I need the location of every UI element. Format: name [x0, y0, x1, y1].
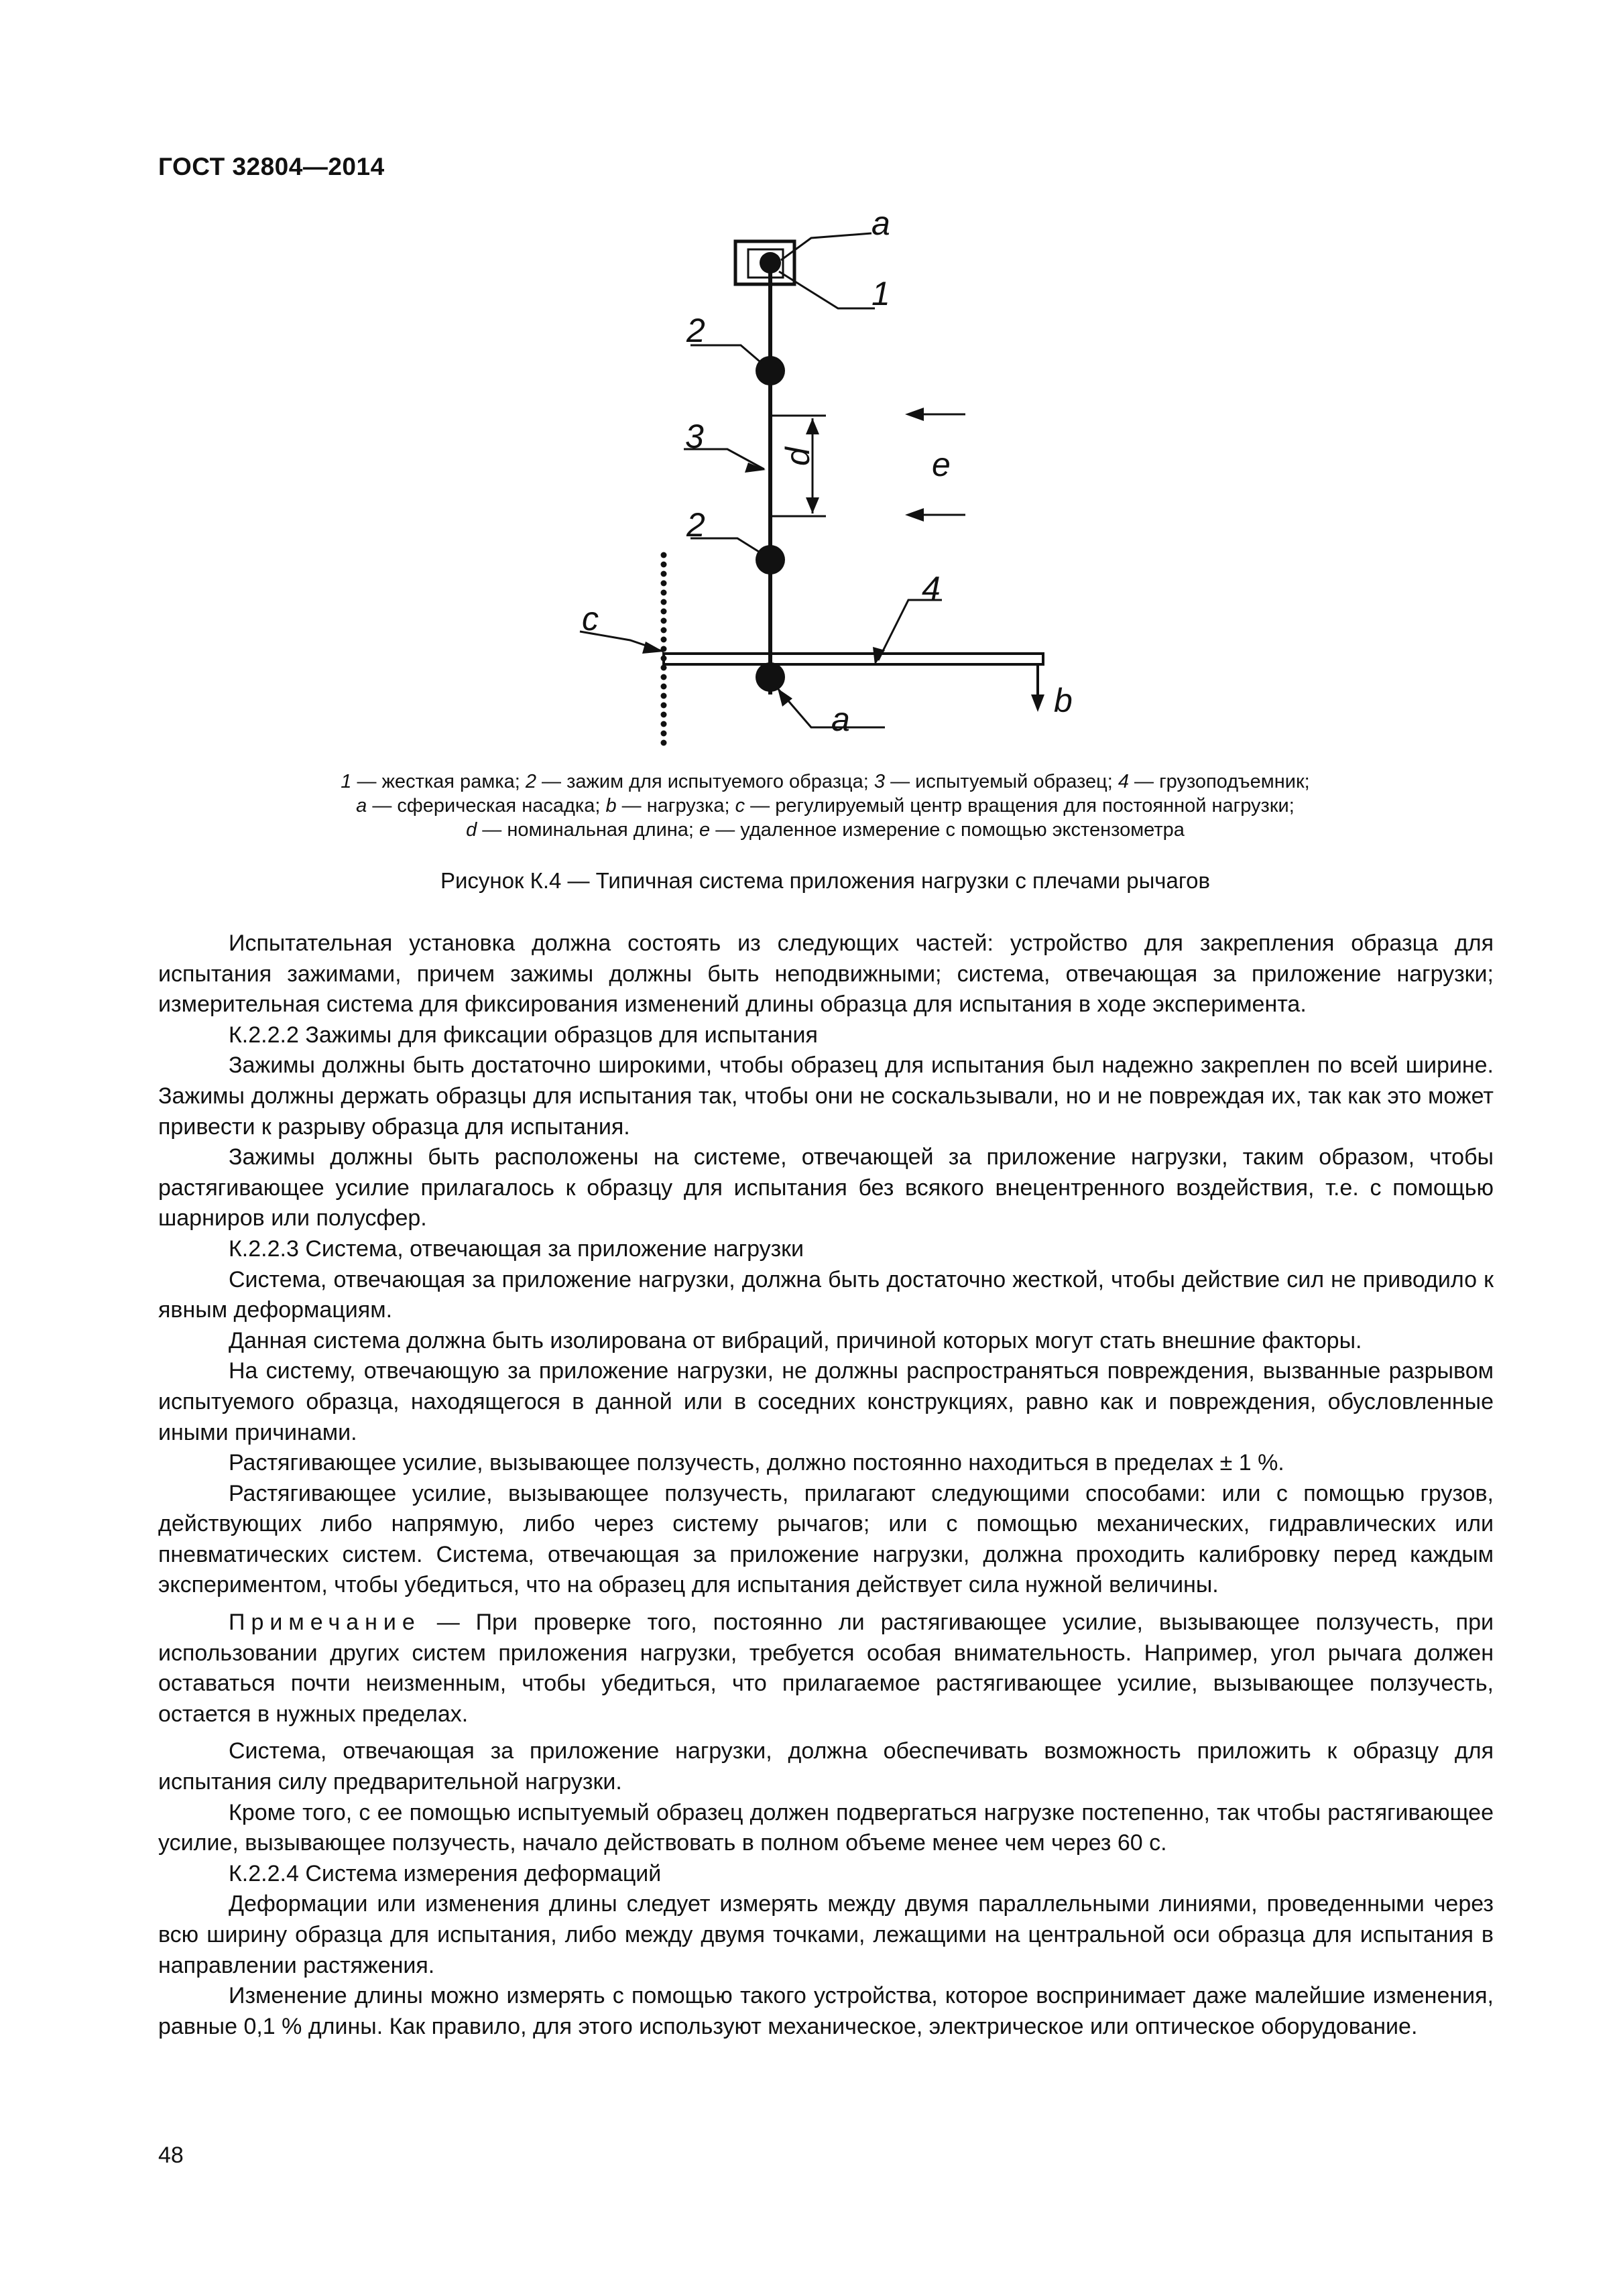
main-text	[158, 928, 1494, 2042]
paragraph: Система, отвечающая за приложение нагрузки, должна быть достаточно жесткой, чтобы действие сил не приводило к явным деформациям.	[158, 1266, 1494, 1323]
clamp-upper	[756, 356, 785, 385]
paragraph: Данная система должна быть изолирована от вибраций, причиной которых могут стать внешние факторы.	[229, 1327, 1362, 1353]
paragraph: Деформации или изменения длины следует измерять между двумя параллельными линиями, проведенными через всю ширину образца для испытания, либо между двумя точками, лежащими на центральной оси образца для испытания в направлении растяжения.	[158, 1891, 1494, 1978]
legend-line: d — номинальная длина; e — удаленное измерение с помощью экстензометра	[466, 819, 1185, 841]
pivot-dot	[661, 618, 667, 624]
dimension-d-arrow-down	[806, 497, 819, 513]
pivot-dot	[661, 656, 667, 662]
leader-4	[878, 600, 942, 660]
legend-line: 1 — жесткая рамка; 2 — зажим для испытуемого образца; 3 — испытуемый образец; 4 — грузоподъемник;	[341, 771, 1310, 792]
section-heading: К.2.2.4 Система измерения деформаций	[229, 1860, 662, 1886]
adjustable-pivot-dots	[661, 552, 667, 746]
paragraph: Зажимы должны быть достаточно широкими, чтобы образец для испытания был надежно закреплен по всей ширине. Зажимы должны держать образцы для испытания так, чтобы они не соскальзывали, но и не повреждая их, так как это может привести к разрыву образца для испытания.	[158, 1052, 1494, 1140]
label-a-bottom: a	[831, 701, 850, 738]
page-number: 48	[158, 2142, 184, 2168]
pivot-dot	[661, 703, 667, 709]
pivot-dot	[661, 609, 667, 615]
legend-line: a — сферическая насадка; b — нагрузка; c — регулируемый центр вращения для постоянной нагрузки;	[356, 795, 1295, 817]
pivot-dot	[661, 571, 667, 577]
paragraph: Испытательная установка должна состоять из следующих частей: устройство для закрепления образца для испытания зажимами, причем зажимы должны быть неподвижными; система, отвечающая за приложение нагрузки; измерительная система для фиксирования изменений длины образца для испытания в ходе эксперимента.	[158, 930, 1494, 1018]
label-2-lower: 2	[686, 506, 705, 544]
label-a-top: a	[871, 204, 890, 242]
label-1: 1	[871, 275, 890, 312]
load-arrow-b	[1031, 694, 1044, 712]
document-header: ГОСТ 32804—2014	[158, 153, 385, 180]
pivot-dot	[661, 590, 667, 596]
pivot-dot	[661, 646, 667, 652]
pivot-dot	[661, 552, 667, 558]
pivot-dot	[661, 712, 667, 718]
section-heading: К.2.2.3 Система, отвечающая за приложение нагрузки	[229, 1235, 804, 1262]
dimension-d-arrow-up	[806, 418, 819, 434]
label-c: c	[582, 600, 599, 638]
section-heading: К.2.2.2 Зажимы для фиксации образцов для испытания	[229, 1022, 818, 1048]
spherical-attachment-bottom	[756, 662, 785, 692]
pivot-dot	[661, 721, 667, 727]
note	[158, 1608, 1494, 1730]
pivot-dot	[661, 684, 667, 690]
spherical-attachment-top	[760, 252, 781, 274]
label-d: d	[779, 447, 817, 466]
arrow-e-lower	[905, 508, 924, 522]
label-4: 4	[922, 570, 941, 607]
pivot-dot	[661, 581, 667, 587]
pivot-dot	[661, 562, 667, 568]
paragraph: Растягивающее усилие, вызывающее ползучесть, прилагают следующими способами: или с помощью грузов, действующих либо напрямую, либо через систему рычагов; или с помощью механических, гидравлических или пневматических систем. Система, отвечающая за приложение нагрузки, должна проходить калибровку перед каждым экспериментом, чтобы убедиться, что на образец для испытания действует сила нужной величины.	[158, 1480, 1494, 1598]
figure-legend	[158, 770, 1492, 842]
arrow-leader-c	[642, 642, 664, 654]
clamp-lower	[756, 545, 785, 575]
note-text: — При проверке того, постоянно ли растягивающее усилие, вызывающее ползучесть, при использовании других систем приложения нагрузки, требуется особая внимательность. Например, угол рычага должен оставаться почти неизменным, чтобы убедиться, что прилагаемое растягивающее усилие, вызывающее ползучесть, остается в нужных пределах.	[158, 1610, 1494, 1727]
pivot-dot	[661, 637, 667, 643]
note-label: Примечание	[229, 1610, 421, 1636]
paragraph: Растягивающее усилие, вызывающее ползучесть, должно постоянно находиться в пределах ± 1 %.	[229, 1450, 1284, 1476]
pivot-dot	[661, 693, 667, 699]
load-system-figure	[0, 0, 1623, 804]
label-b: b	[1054, 682, 1073, 719]
label-2-upper: 2	[686, 312, 705, 349]
figure-caption: Рисунок К.4 — Типичная система приложения нагрузки с плечами рычагов	[440, 868, 1211, 893]
paragraph: Изменение длины можно измерять с помощью такого устройства, которое воспринимает даже малейшие изменения, равные 0,1 % длины. Как правило, для этого используют механическое, электрическое или оптическое оборудование.	[158, 1983, 1494, 2039]
pivot-dot	[661, 599, 667, 605]
paragraph: Кроме того, с ее помощью испытуемый образец должен подвергаться нагрузке постепенно, так чтобы растягивающее усилие, вызывающее ползучесть, начало действовать в полном объеме менее чем через 60 с.	[158, 1799, 1494, 1856]
paragraph: Система, отвечающая за приложение нагрузки, должна обеспечивать возможность приложить к образцу для испытания силу предварительной нагрузки.	[158, 1738, 1494, 1795]
paragraph: На систему, отвечающую за приложение нагрузки, не должны распространяться повреждения, вызванные разрывом испытуемого образца, находящегося в данной или в соседних конструкциях, равно как и повреждения, обусловленные иными причинами.	[158, 1358, 1494, 1445]
pivot-dot	[661, 740, 667, 746]
label-3: 3	[685, 418, 704, 455]
paragraph: Зажимы должны быть расположены на системе, отвечающей за приложение нагрузки, таким образом, чтобы растягивающее усилие прилагалось к образцу для испытания без всякого внецентренного воздействия, т.е. с помощью шарниров или полусфер.	[158, 1144, 1494, 1231]
pivot-dot	[661, 731, 667, 737]
label-e: e	[932, 446, 951, 483]
pivot-dot	[661, 674, 667, 680]
lever-arm	[664, 654, 1043, 664]
arrow-e-upper	[905, 408, 924, 421]
pivot-dot	[661, 627, 667, 633]
pivot-dot	[661, 665, 667, 671]
